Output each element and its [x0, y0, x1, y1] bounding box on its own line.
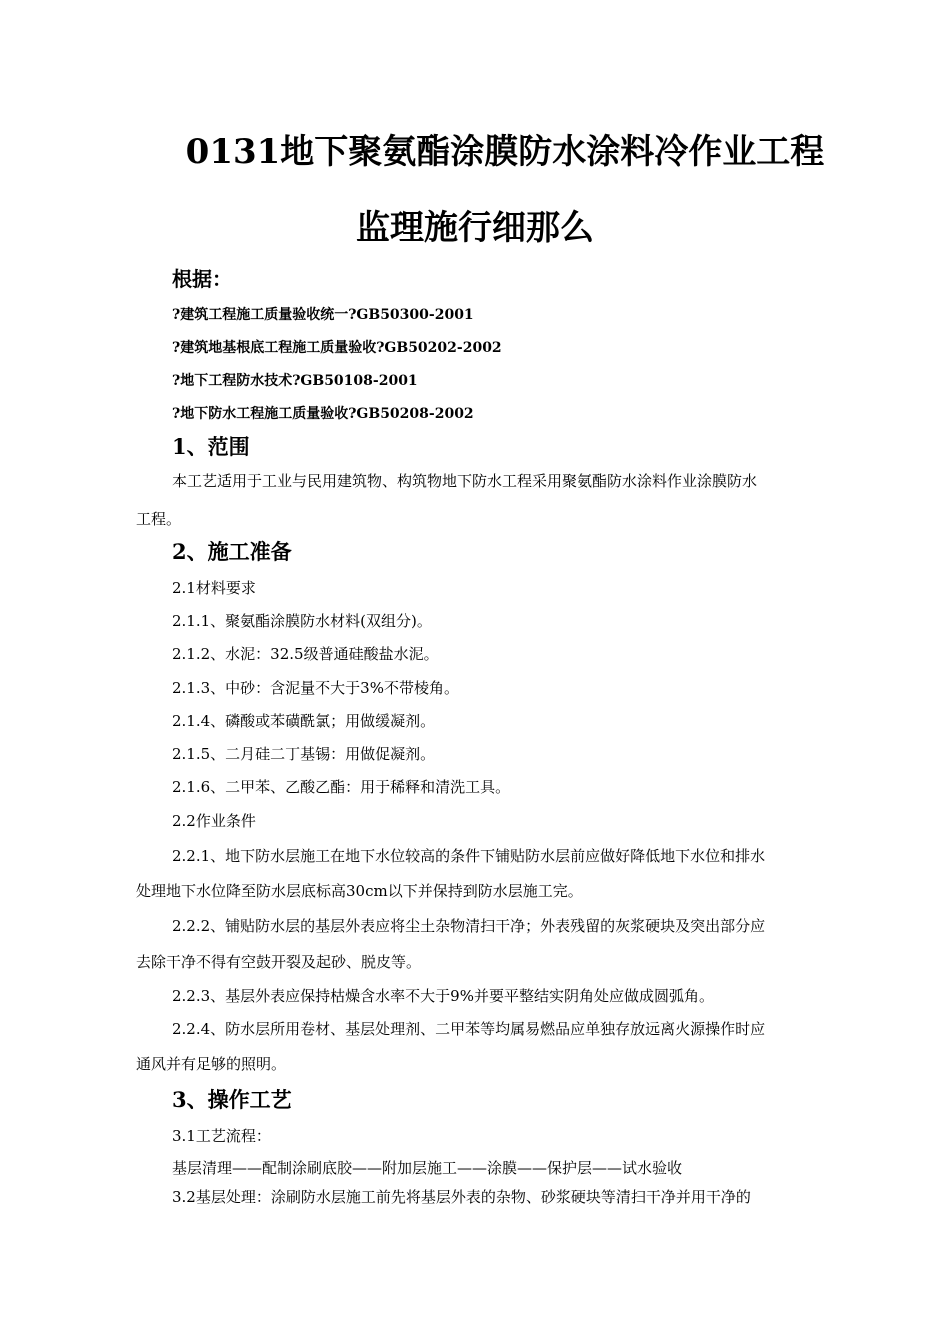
subsection-heading: 2.2作业条件	[172, 812, 256, 830]
list-item: 2.1.4、磷酸或苯磺酰氯；用做缓凝剂。	[172, 712, 436, 730]
basis-label: 根据：	[172, 267, 232, 291]
paragraph-line: 通风并有足够的照明。	[136, 1055, 287, 1073]
list-item: 2.1.3、中砂：含泥量不大于3%不带棱角。	[172, 679, 459, 697]
paragraph-line: 去除干净不得有空鼓开裂及起砂、脱皮等。	[136, 953, 422, 971]
section-heading-preparation: 2、施工准备	[172, 539, 292, 564]
paragraph-line: 本工艺适用于工业与民用建筑物、构筑物地下防水工程采用聚氨酯防水涂料作业涂膜防水	[172, 472, 758, 490]
list-item: 2.1.5、二月硅二丁基锡：用做促凝剂。	[172, 745, 436, 763]
section-heading-process: 3、操作工艺	[172, 1087, 292, 1112]
process-flow: 基层清理——配制涂刷底胶——附加层施工——涂膜——保护层——试水验收	[172, 1159, 683, 1177]
basis-ref: ?建筑工程施工质量验收统一?GB50300-2001	[172, 307, 474, 323]
list-item: 2.1.2、水泥：32.5级普通硅酸盐水泥。	[172, 645, 439, 663]
paragraph-line: 工程。	[136, 510, 182, 528]
paragraph-line: 处理地下水位降至防水层底标高30cm以下并保持到防水层施工完。	[136, 882, 583, 900]
list-item: 2.1.1、聚氨酯涂膜防水材料(双组分)。	[172, 612, 432, 630]
paragraph-line: 2.2.2、铺贴防水层的基层外表应将尘土杂物清扫干净；外表残留的灰浆硬块及突出部分应	[172, 917, 766, 935]
paragraph-line: 2.2.4、防水层所用卷材、基层处理剂、二甲苯等均属易燃品应单独存放远离火源操作时应	[172, 1020, 766, 1038]
basis-ref: ?地下防水工程施工质量验收?GB50208-2002	[172, 406, 474, 422]
paragraph-line: 2.2.3、基层外表应保持枯燥含水率不大于9%并要平整结实阴角处应做成圆弧角。	[172, 987, 714, 1005]
subsection-heading: 2.1材料要求	[172, 579, 256, 597]
list-item: 2.1.6、二甲苯、乙酸乙酯：用于稀释和清洗工具。	[172, 778, 511, 796]
document-title-line-1: 0131地下聚氨酯涂膜防水涂料冷作业工程	[185, 132, 825, 172]
basis-ref: ?建筑地基根底工程施工质量验收?GB50202-2002	[172, 340, 502, 356]
paragraph-line: 3.2基层处理：涂刷防水层施工前先将基层外表的杂物、砂浆硬块等清扫干净并用干净的	[172, 1188, 751, 1206]
subsection-heading: 3.1工艺流程：	[172, 1127, 271, 1145]
basis-ref: ?地下工程防水技术?GB50108-2001	[172, 373, 418, 389]
section-heading-scope: 1、范围	[172, 434, 250, 459]
paragraph-line: 2.2.1、地下防水层施工在地下水位较高的条件下铺贴防水层前应做好降低地下水位和排水	[172, 847, 766, 865]
document-title-line-2: 监理施行细那么	[356, 208, 594, 248]
